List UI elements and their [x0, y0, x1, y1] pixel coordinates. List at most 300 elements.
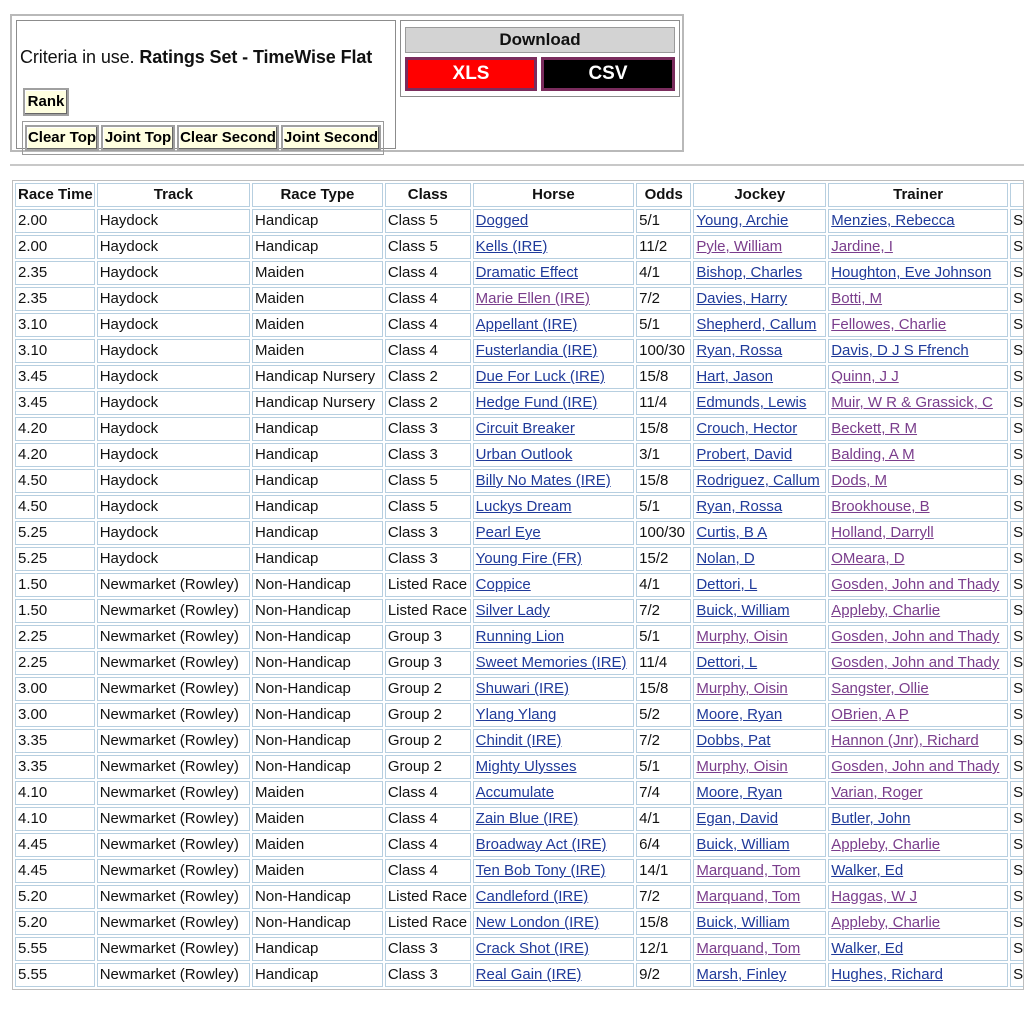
jockey-link[interactable]: Buick, William — [696, 914, 790, 931]
cell-odds: 14/1 — [636, 859, 691, 883]
cell-class: Group 3 — [385, 625, 471, 649]
cell-track: Haydock — [97, 287, 250, 311]
cell-horse — [473, 807, 634, 831]
cell-race-type: Maiden — [252, 781, 383, 805]
jockey-link[interactable]: Marquand, Tom — [696, 862, 801, 879]
criteria-prefix: Criteria in use. — [20, 47, 140, 67]
cell-race-time: 4.20 — [15, 417, 95, 441]
cell-class: Class 3 — [385, 937, 471, 961]
jockey-link[interactable]: Egan, David — [696, 810, 779, 827]
cell-race-time: 2.25 — [15, 625, 95, 649]
cell-track: Newmarket (Rowley) — [97, 599, 250, 623]
table-row — [15, 807, 1024, 831]
cell-extra: S — [1010, 963, 1024, 987]
trainer-link[interactable]: Menzies, Rebecca — [831, 212, 955, 229]
cell-race-type: Handicap — [252, 937, 383, 961]
horse-link[interactable]: Zain Blue (IRE) — [475, 810, 579, 827]
trainer-link[interactable]: Appleby, Charlie — [831, 914, 941, 931]
horse-link[interactable]: Hedge Fund (IRE) — [475, 394, 598, 411]
jockey-link[interactable]: Marquand, Tom — [696, 940, 801, 957]
cell-horse — [473, 729, 634, 753]
joint-second-button[interactable]: Joint Second — [281, 125, 381, 151]
cell-odds: 15/8 — [636, 417, 691, 441]
cell-extra: S — [1010, 209, 1024, 233]
jockey-link[interactable]: Young, Archie — [696, 212, 789, 229]
cell-trainer — [828, 677, 1008, 701]
trainer-link[interactable]: Haggas, W J — [831, 888, 918, 905]
jockey-link[interactable]: Dettori, L — [696, 654, 758, 671]
cell-extra: S — [1010, 651, 1024, 675]
cell-trainer — [828, 417, 1008, 441]
cell-extra: S — [1010, 625, 1024, 649]
table-row — [15, 209, 1024, 233]
jockey-link[interactable]: Bishop, Charles — [696, 264, 803, 281]
cell-extra: S — [1010, 859, 1024, 883]
cell-jockey — [693, 417, 826, 441]
table-body — [15, 209, 1024, 987]
column-header-extra — [1010, 183, 1024, 207]
cell-race-time: 2.35 — [15, 287, 95, 311]
horse-link[interactable]: Mighty Ulysses — [475, 758, 577, 775]
cell-trainer — [828, 287, 1008, 311]
cell-horse — [473, 521, 634, 545]
cell-horse — [473, 885, 634, 909]
cell-class: Class 5 — [385, 469, 471, 493]
horse-link[interactable]: Ten Bob Tony (IRE) — [475, 862, 606, 879]
cell-race-type: Handicap — [252, 469, 383, 493]
cell-horse — [473, 339, 634, 363]
cell-jockey — [693, 209, 826, 233]
trainer-link[interactable]: Hannon (Jnr), Richard — [831, 732, 979, 749]
trainer-link[interactable]: Butler, John — [831, 810, 911, 827]
horse-link[interactable]: Circuit Breaker — [475, 420, 575, 437]
cell-race-time: 4.50 — [15, 495, 95, 519]
cell-trainer — [828, 365, 1008, 389]
cell-odds: 15/2 — [636, 547, 691, 571]
cell-trainer — [828, 885, 1008, 909]
jockey-link[interactable]: Nolan, D — [696, 550, 755, 567]
cell-class: Group 2 — [385, 703, 471, 727]
trainer-link[interactable]: Quinn, J J — [831, 368, 899, 385]
horse-link[interactable]: Broadway Act (IRE) — [475, 836, 607, 853]
cell-extra: S — [1010, 755, 1024, 779]
cell-horse — [473, 599, 634, 623]
cell-odds: 15/8 — [636, 365, 691, 389]
cell-race-type: Maiden — [252, 313, 383, 337]
cell-horse — [473, 703, 634, 727]
column-header-track: Track — [97, 183, 250, 207]
table-row — [15, 963, 1024, 987]
cell-track: Haydock — [97, 391, 250, 415]
trainer-link[interactable]: Muir, W R & Grassick, C — [831, 394, 993, 411]
cell-race-type: Handicap — [252, 963, 383, 987]
cell-extra: S — [1010, 885, 1024, 909]
download-csv-button[interactable]: CSV — [541, 57, 675, 91]
jockey-link[interactable]: Buick, William — [696, 602, 790, 619]
cell-track: Haydock — [97, 443, 250, 467]
cell-track: Haydock — [97, 365, 250, 389]
jockey-link[interactable]: Murphy, Oisin — [696, 758, 788, 775]
cell-track: Newmarket (Rowley) — [97, 703, 250, 727]
horse-link[interactable]: Sweet Memories (IRE) — [475, 654, 627, 671]
cell-trainer — [828, 521, 1008, 545]
horse-link[interactable]: Appellant (IRE) — [475, 316, 578, 333]
horse-link[interactable]: Coppice — [475, 576, 531, 593]
trainer-link[interactable]: Gosden, John and Thady — [831, 628, 1000, 645]
cell-horse — [473, 365, 634, 389]
column-header-odds: Odds — [636, 183, 691, 207]
cell-race-time: 5.20 — [15, 885, 95, 909]
cell-race-type: Non-Handicap — [252, 651, 383, 675]
cell-trainer — [828, 209, 1008, 233]
cell-race-time: 3.10 — [15, 339, 95, 363]
cell-odds: 7/2 — [636, 287, 691, 311]
cell-track: Newmarket (Rowley) — [97, 755, 250, 779]
cell-odds: 4/1 — [636, 807, 691, 831]
cell-horse — [473, 781, 634, 805]
cell-odds: 7/2 — [636, 599, 691, 623]
cell-jockey — [693, 859, 826, 883]
table-row — [15, 599, 1024, 623]
table-row — [15, 651, 1024, 675]
jockey-link[interactable]: Davies, Harry — [696, 290, 788, 307]
jockey-link[interactable]: Ryan, Rossa — [696, 342, 783, 359]
cell-race-time: 2.35 — [15, 261, 95, 285]
trainer-link[interactable]: Walker, Ed — [831, 940, 904, 957]
cell-jockey — [693, 573, 826, 597]
trainer-link[interactable]: Gosden, John and Thady — [831, 576, 1000, 593]
cell-trainer — [828, 781, 1008, 805]
cell-class: Class 2 — [385, 391, 471, 415]
cell-track: Haydock — [97, 261, 250, 285]
horse-link[interactable]: New London (IRE) — [475, 914, 600, 931]
table-row — [15, 313, 1024, 337]
trainer-link[interactable]: Gosden, John and Thady — [831, 758, 1000, 775]
column-header-race-type: Race Type — [252, 183, 383, 207]
clear-top-button[interactable]: Clear Top — [25, 125, 99, 151]
cell-track: Newmarket (Rowley) — [97, 781, 250, 805]
table-row — [15, 469, 1024, 493]
cell-race-type: Non-Handicap — [252, 625, 383, 649]
cell-race-type: Maiden — [252, 339, 383, 363]
cell-race-type: Handicap — [252, 417, 383, 441]
cell-odds: 5/1 — [636, 495, 691, 519]
cell-extra: S — [1010, 547, 1024, 571]
cell-race-type: Handicap — [252, 443, 383, 467]
cell-extra: S — [1010, 521, 1024, 545]
cell-race-type: Non-Handicap — [252, 885, 383, 909]
jockey-link[interactable]: Edmunds, Lewis — [696, 394, 807, 411]
table-row — [15, 729, 1024, 753]
jockey-link[interactable]: Ryan, Rossa — [696, 498, 783, 515]
cell-jockey — [693, 963, 826, 987]
cell-horse — [473, 937, 634, 961]
table-row — [15, 417, 1024, 441]
cell-class: Listed Race — [385, 599, 471, 623]
trainer-link[interactable]: Dods, M — [831, 472, 888, 489]
criteria-value: Ratings Set - TimeWise Flat — [139, 47, 373, 67]
cell-class: Class 4 — [385, 287, 471, 311]
cell-class: Class 3 — [385, 963, 471, 987]
trainer-link[interactable]: Balding, A M — [831, 446, 915, 463]
jockey-link[interactable]: Probert, David — [696, 446, 793, 463]
table-row — [15, 911, 1024, 935]
trainer-link[interactable]: Botti, M — [831, 290, 883, 307]
horse-link[interactable]: Ylang Ylang — [475, 706, 557, 723]
cell-odds: 11/4 — [636, 651, 691, 675]
cell-trainer — [828, 547, 1008, 571]
cell-race-type: Maiden — [252, 833, 383, 857]
trainer-link[interactable]: Appleby, Charlie — [831, 602, 941, 619]
column-header-trainer: Trainer — [828, 183, 1008, 207]
results-table-wrapper — [12, 180, 1024, 990]
cell-track: Haydock — [97, 521, 250, 545]
jockey-link[interactable]: Murphy, Oisin — [696, 628, 788, 645]
cell-horse — [473, 547, 634, 571]
trainer-link[interactable]: Sangster, Ollie — [831, 680, 929, 697]
cell-track: Haydock — [97, 209, 250, 233]
cell-odds: 15/8 — [636, 911, 691, 935]
cell-class: Class 4 — [385, 859, 471, 883]
trainer-link[interactable]: Houghton, Eve Johnson — [831, 264, 992, 281]
cell-odds: 5/1 — [636, 625, 691, 649]
cell-horse — [473, 859, 634, 883]
cell-horse — [473, 755, 634, 779]
cell-horse — [473, 625, 634, 649]
cell-extra: S — [1010, 703, 1024, 727]
cell-race-type: Handicap — [252, 495, 383, 519]
cell-race-type: Handicap — [252, 521, 383, 545]
cell-odds: 100/30 — [636, 339, 691, 363]
table-row — [15, 495, 1024, 519]
table-row — [15, 755, 1024, 779]
cell-race-type: Maiden — [252, 261, 383, 285]
horse-link[interactable]: Chindit (IRE) — [475, 732, 562, 749]
column-header-race-time: Race Time — [15, 183, 95, 207]
cell-race-time: 5.25 — [15, 521, 95, 545]
cell-track: Newmarket (Rowley) — [97, 963, 250, 987]
jockey-link[interactable]: Buick, William — [696, 836, 790, 853]
jockey-link[interactable]: Moore, Ryan — [696, 706, 783, 723]
cell-trainer — [828, 807, 1008, 831]
position-button-group — [22, 121, 384, 155]
trainer-link[interactable]: Jardine, I — [831, 238, 893, 255]
cell-jockey — [693, 521, 826, 545]
horse-link[interactable]: Real Gain (IRE) — [475, 966, 582, 983]
cell-horse — [473, 261, 634, 285]
download-xls-button[interactable]: XLS — [405, 57, 537, 91]
cell-odds: 15/8 — [636, 469, 691, 493]
download-title: Download — [405, 27, 675, 53]
cell-race-time: 3.00 — [15, 703, 95, 727]
cell-extra: S — [1010, 313, 1024, 337]
horse-link[interactable]: Shuwari (IRE) — [475, 680, 570, 697]
cell-extra: S — [1010, 365, 1024, 389]
cell-track: Newmarket (Rowley) — [97, 833, 250, 857]
trainer-link[interactable]: Gosden, John and Thady — [831, 654, 1000, 671]
cell-track: Haydock — [97, 339, 250, 363]
cell-trainer — [828, 703, 1008, 727]
joint-top-button[interactable]: Joint Top — [101, 125, 175, 151]
jockey-link[interactable]: Hart, Jason — [696, 368, 774, 385]
horse-link[interactable]: Due For Luck (IRE) — [475, 368, 605, 385]
horse-link[interactable]: Billy No Mates (IRE) — [475, 472, 611, 489]
jockey-link[interactable]: Marsh, Finley — [696, 966, 787, 983]
table-row — [15, 781, 1024, 805]
cell-trainer — [828, 859, 1008, 883]
cell-odds: 100/30 — [636, 521, 691, 545]
cell-extra: S — [1010, 469, 1024, 493]
cell-extra: S — [1010, 937, 1024, 961]
jockey-link[interactable]: Rodriguez, Callum — [696, 472, 820, 489]
cell-jockey — [693, 235, 826, 259]
cell-horse — [473, 963, 634, 987]
cell-horse — [473, 833, 634, 857]
cell-jockey — [693, 651, 826, 675]
cell-horse — [473, 573, 634, 597]
cell-jockey — [693, 755, 826, 779]
cell-class: Class 2 — [385, 365, 471, 389]
horse-link[interactable]: Pearl Eye — [475, 524, 541, 541]
cell-horse — [473, 495, 634, 519]
horse-link[interactable]: Dogged — [475, 212, 529, 229]
cell-race-type: Non-Handicap — [252, 729, 383, 753]
table-row — [15, 339, 1024, 363]
trainer-link[interactable]: Holland, Darryll — [831, 524, 934, 541]
trainer-link[interactable]: Beckett, R M — [831, 420, 918, 437]
cell-trainer — [828, 651, 1008, 675]
horse-link[interactable]: Kells (IRE) — [475, 238, 548, 255]
divider — [10, 164, 1024, 166]
table-row — [15, 261, 1024, 285]
jockey-link[interactable]: Dobbs, Pat — [696, 732, 771, 749]
cell-race-time: 1.50 — [15, 573, 95, 597]
cell-race-time: 5.20 — [15, 911, 95, 935]
jockey-link[interactable]: Marquand, Tom — [696, 888, 801, 905]
horse-link[interactable]: Silver Lady — [475, 602, 550, 619]
horse-link[interactable]: Fusterlandia (IRE) — [475, 342, 598, 359]
horse-link[interactable]: Candleford (IRE) — [475, 888, 589, 905]
jockey-link[interactable]: Pyle, William — [696, 238, 783, 255]
cell-track: Haydock — [97, 235, 250, 259]
cell-trainer — [828, 469, 1008, 493]
cell-jockey — [693, 261, 826, 285]
cell-horse — [473, 287, 634, 311]
cell-jockey — [693, 391, 826, 415]
rank-button[interactable]: Rank — [23, 88, 69, 116]
cell-track: Haydock — [97, 469, 250, 493]
cell-jockey — [693, 339, 826, 363]
table-row — [15, 677, 1024, 701]
horse-link[interactable]: Luckys Dream — [475, 498, 572, 515]
column-header-class: Class — [385, 183, 471, 207]
trainer-link[interactable]: Hughes, Richard — [831, 966, 943, 983]
trainer-link[interactable]: OMeara, D — [831, 550, 905, 567]
trainer-link[interactable]: Davis, D J S Ffrench — [831, 342, 969, 359]
cell-race-time: 2.00 — [15, 209, 95, 233]
jockey-link[interactable]: Shepherd, Callum — [696, 316, 817, 333]
cell-race-time: 4.50 — [15, 469, 95, 493]
cell-race-time: 1.50 — [15, 599, 95, 623]
trainer-link[interactable]: OBrien, A P — [831, 706, 909, 723]
results-table — [13, 181, 1024, 989]
trainer-link[interactable]: Fellowes, Charlie — [831, 316, 947, 333]
cell-track: Newmarket (Rowley) — [97, 651, 250, 675]
table-row — [15, 235, 1024, 259]
cell-extra: S — [1010, 235, 1024, 259]
cell-jockey — [693, 729, 826, 753]
cell-jockey — [693, 703, 826, 727]
cell-race-time: 3.45 — [15, 365, 95, 389]
trainer-link[interactable]: Varian, Roger — [831, 784, 923, 801]
cell-class: Group 2 — [385, 729, 471, 753]
trainer-link[interactable]: Appleby, Charlie — [831, 836, 941, 853]
cell-trainer — [828, 755, 1008, 779]
cell-class: Class 4 — [385, 833, 471, 857]
clear-second-button[interactable]: Clear Second — [177, 125, 279, 151]
cell-race-time: 5.55 — [15, 937, 95, 961]
horse-link[interactable]: Dramatic Effect — [475, 264, 578, 281]
cell-jockey — [693, 781, 826, 805]
cell-odds: 4/1 — [636, 261, 691, 285]
jockey-link[interactable]: Moore, Ryan — [696, 784, 783, 801]
cell-race-type: Handicap — [252, 547, 383, 571]
cell-race-type: Non-Handicap — [252, 573, 383, 597]
cell-odds: 11/4 — [636, 391, 691, 415]
horse-link[interactable]: Marie Ellen (IRE) — [475, 290, 590, 307]
cell-race-type: Maiden — [252, 807, 383, 831]
trainer-link[interactable]: Walker, Ed — [831, 862, 904, 879]
cell-odds: 9/2 — [636, 963, 691, 987]
horse-link[interactable]: Accumulate — [475, 784, 555, 801]
jockey-link[interactable]: Crouch, Hector — [696, 420, 798, 437]
cell-track: Newmarket (Rowley) — [97, 807, 250, 831]
cell-jockey — [693, 313, 826, 337]
cell-odds: 5/1 — [636, 209, 691, 233]
cell-extra: S — [1010, 599, 1024, 623]
table-row — [15, 703, 1024, 727]
cell-extra: S — [1010, 391, 1024, 415]
cell-extra: S — [1010, 781, 1024, 805]
cell-trainer — [828, 235, 1008, 259]
cell-track: Newmarket (Rowley) — [97, 937, 250, 961]
cell-race-type: Non-Handicap — [252, 677, 383, 701]
cell-horse — [473, 911, 634, 935]
cell-race-time: 4.45 — [15, 859, 95, 883]
download-box — [400, 20, 680, 97]
cell-extra: S — [1010, 677, 1024, 701]
cell-race-time: 5.55 — [15, 963, 95, 987]
cell-extra: S — [1010, 807, 1024, 831]
cell-class: Class 4 — [385, 339, 471, 363]
cell-odds: 12/1 — [636, 937, 691, 961]
table-row — [15, 833, 1024, 857]
jockey-link[interactable]: Dettori, L — [696, 576, 758, 593]
cell-odds: 15/8 — [636, 677, 691, 701]
cell-trainer — [828, 937, 1008, 961]
criteria-box — [16, 20, 396, 149]
jockey-link[interactable]: Murphy, Oisin — [696, 680, 788, 697]
cell-class: Class 4 — [385, 807, 471, 831]
horse-link[interactable]: Urban Outlook — [475, 446, 573, 463]
cell-odds: 7/4 — [636, 781, 691, 805]
horse-link[interactable]: Young Fire (FR) — [475, 550, 582, 567]
trainer-link[interactable]: Brookhouse, B — [831, 498, 930, 515]
cell-extra: S — [1010, 287, 1024, 311]
horse-link[interactable]: Running Lion — [475, 628, 565, 645]
horse-link[interactable]: Crack Shot (IRE) — [475, 940, 590, 957]
jockey-link[interactable]: Curtis, B A — [696, 524, 768, 541]
